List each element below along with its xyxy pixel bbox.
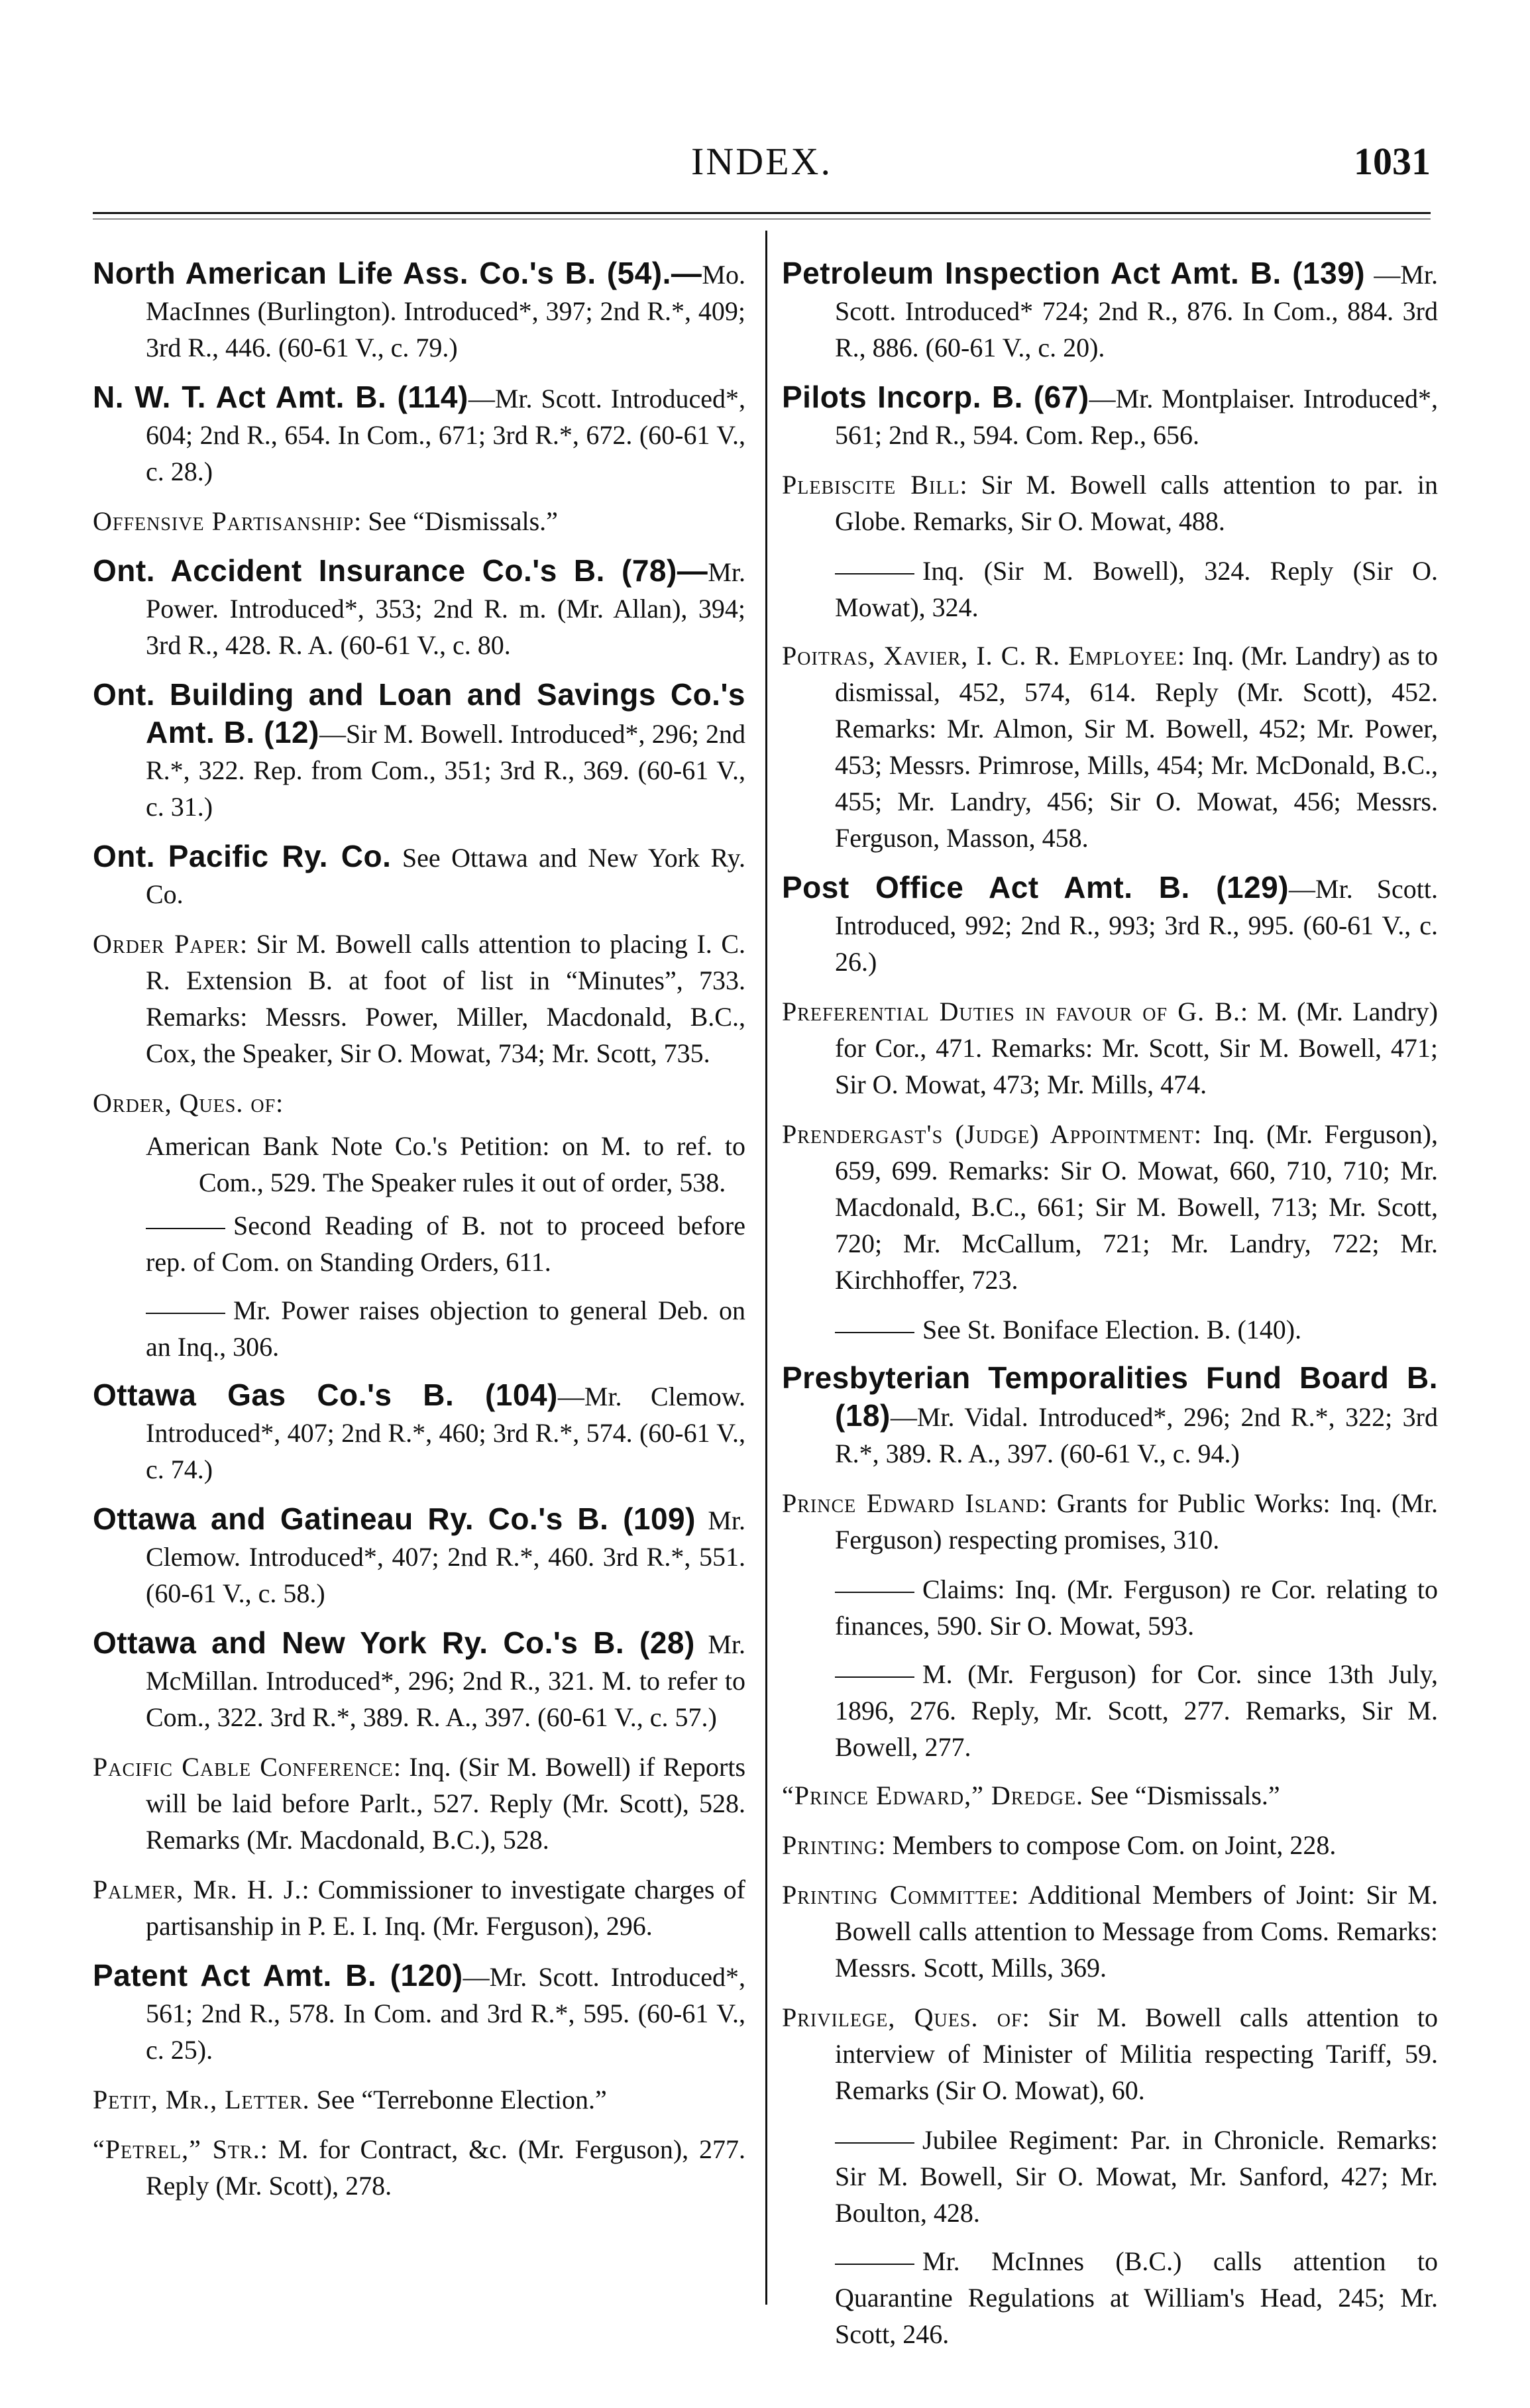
entry-heading: “Petrel,” Str.: [93, 2134, 260, 2164]
entry-text: Inq. (Sir M. Bowell), 324. Reply (Sir O. Mowat), 324.: [835, 556, 1438, 622]
index-entry: [782, 1877, 1438, 1986]
entry-text: See Ottawa and New York Ry. Co.: [146, 843, 745, 909]
index-entry: [93, 1625, 745, 1735]
index-entry: [93, 503, 745, 539]
index-entry: [782, 869, 1438, 980]
entry-heading: Petit, Mr., Letter.: [93, 2085, 310, 2114]
entry-heading: Printing Committee: [782, 1880, 1012, 1910]
entry-text: :: [276, 1088, 284, 1118]
index-entry: [93, 255, 745, 366]
left-column: [93, 255, 745, 2217]
entry-heading: Ottawa and New York Ry. Co.'s B. (28): [93, 1625, 695, 1660]
index-subentry: [93, 1207, 745, 1280]
index-entry: [93, 1377, 745, 1488]
index-entry: [782, 637, 1438, 856]
entry-text: See “Terrebonne Election.”: [309, 2085, 607, 2114]
index-entry: [93, 1749, 745, 1858]
index-entry: [93, 2131, 745, 2204]
entry-text: : Members to compose Com. on Joint, 228.: [878, 1830, 1337, 1860]
entry-text: See St. Boniface Election. B. (140).: [922, 1315, 1302, 1344]
entry-text: See “Dismissals.”: [1083, 1780, 1280, 1810]
index-entry: [782, 1999, 1438, 2108]
page-title: INDEX.: [691, 140, 832, 183]
entry-text: —Mr. Scott. Introduced, 992; 2nd R., 993; 3rd R., 995. (60-61 V., c. 26.): [835, 874, 1439, 977]
index-entry: [93, 677, 745, 825]
entry-heading: Palmer, Mr. H. J.: [93, 1875, 302, 1904]
entry-heading: Order, Ques. of: [93, 1088, 276, 1118]
index-entry: [93, 379, 745, 490]
entry-text: Mr. McMillan. Introduced*, 296; 2nd R., 321. M. to refer to Com., 322. 3rd R.*, 389. R. A., 397. (60-61 V., c. 57.): [146, 1629, 745, 1732]
index-entry: [782, 1116, 1438, 1298]
dash-rule: [146, 1313, 225, 1314]
index-entry: [93, 553, 745, 663]
index-entry: [93, 1085, 745, 1121]
entry-text: : See “Dismissals.”: [354, 506, 558, 536]
index-subentry: [782, 1311, 1438, 1348]
entry-text: : Inq. (Sir M. Bowell) if Reports will be laid before Parlt., 527. Reply (Mr. Scott), 528. Remarks (Mr. Macdonald, B.C.), 528.: [146, 1752, 746, 1855]
header-rule: [93, 212, 1431, 214]
index-entry: [782, 993, 1438, 1103]
entry-text: —Mr. Scott. Introduced*, 604; 2nd R., 654. In Com., 671; 3rd R.*, 672. (60-61 V., c. 28.): [146, 384, 745, 486]
index-entry: [782, 255, 1438, 366]
index-subentry: [782, 2122, 1438, 2231]
entry-text: Second Reading of B. not to proceed before rep. of Com. on Standing Orders, 611.: [146, 1211, 745, 1277]
index-entry: [782, 1777, 1438, 1814]
entry-heading: Offensive Partisanship: [93, 506, 355, 536]
index-entry: [782, 466, 1438, 539]
entry-text: Claims: Inq. (Mr. Ferguson) re Cor. relating to finances, 590. Sir O. Mowat, 593.: [835, 1574, 1438, 1641]
index-entry: [782, 1360, 1438, 1472]
entry-text: —Sir M. Bowell. Introduced*, 296; 2nd R.*, 322. Rep. from Com., 351; 3rd R., 369. (60-61 V., c. 31.): [146, 719, 745, 822]
right-column: [782, 255, 1438, 2364]
dash-rule: [835, 2264, 914, 2265]
index-entry: [93, 1957, 745, 2068]
index-entry: [93, 2081, 745, 2118]
column-divider: [765, 231, 767, 2305]
entry-heading: Patent Act Amt. B. (120): [93, 1958, 463, 1993]
entry-text: : Inq. (Mr. Ferguson), 659, 699. Remarks: Sir O. Mowat, 660, 710, 710; Mr. Macdonald, B.C., 661; Sir M. Bowell, 713; Mr. Scott, 720; Mr. McCallum, 721; Mr. Landry, 722; Mr. Kirchhoffer, 723.: [835, 1119, 1439, 1295]
entry-heading: Ont. Accident Insurance Co.'s B. (78)—: [93, 553, 708, 588]
entry-text: M. (Mr. Ferguson) for Cor. since 13th July, 1896, 276. Reply, Mr. Scott, 277. Remarks, Sir M. Bowell, 277.: [835, 1659, 1438, 1762]
entry-heading: Poitras, Xavier, I. C. R. Employee: [782, 641, 1177, 671]
entry-text: : Additional Members of Joint: Sir M. Bowell calls attention to Message from Coms. Remarks: Messrs. Scott, Mills, 369.: [835, 1880, 1438, 1983]
entry-text: : M. (Mr. Landry) for Cor., 471. Remarks: Mr. Scott, Sir M. Bowell, 471; Sir O. Mowat, 473; Mr. Mills, 474.: [835, 997, 1438, 1099]
entry-heading: Presbyterian Temporalities Fund Board B. (18): [782, 1360, 1438, 1433]
entry-text: Mr. Power. Introduced*, 353; 2nd R. m. (Mr. Allan), 394; 3rd R., 428. R. A. (60-61 V., c. 80.: [146, 557, 745, 660]
dash-rule: [835, 573, 914, 575]
page-number: 1031: [1354, 140, 1431, 183]
entry-heading: N. W. T. Act Amt. B. (114): [93, 380, 468, 414]
entry-text: Mr. Power raises objection to general Deb. on an Inq., 306.: [146, 1295, 745, 1362]
entry-heading: Ottawa and Gatineau Ry. Co.'s B. (109): [93, 1502, 696, 1536]
entry-heading: Pilots Incorp. B. (67): [782, 380, 1089, 414]
entry-heading: Ont. Pacific Ry. Co.: [93, 839, 392, 873]
index-subentry: [93, 1292, 745, 1365]
index-entry: [782, 1827, 1438, 1863]
entry-heading: “Prince Edward,” Dredge.: [782, 1780, 1084, 1810]
entry-heading: Post Office Act Amt. B. (129): [782, 870, 1289, 904]
entry-text: Mo. MacInnes (Burlington). Introduced*, 397; 2nd R.*, 409; 3rd R., 446. (60-61 V., c. 79.): [146, 260, 745, 362]
index-entry: [93, 838, 745, 912]
index-subentry: [782, 1656, 1438, 1765]
index-subentry: [782, 1571, 1438, 1644]
entry-text: —Mr. Scott. Introduced* 724; 2nd R., 876. In Com., 884. 3rd R., 886. (60-61 V., c. 20).: [835, 260, 1438, 362]
index-subentry: [782, 2243, 1438, 2352]
dash-rule: [835, 1332, 914, 1333]
entry-heading: Privilege, Ques. of: [782, 2002, 1022, 2032]
entry-text: : Inq. (Mr. Landry) as to dismissal, 452, 574, 614. Reply (Mr. Scott), 452. Remarks: Mr. Almon, Sir M. Bowell, 452; Mr. Power, 453; Messrs. Primrose, Mills, 454; Mr. McDonald, B.C., 455; Mr. Landry, 456; Sir O. Mowat, 456; Messrs. Ferguson, Masson, 458.: [835, 641, 1438, 853]
entry-text: Mr. McInnes (B.C.) calls attention to Quarantine Regulations at William's Head, 245; Mr. Scott, 246.: [835, 2246, 1438, 2349]
entry-heading: Petroleum Inspection Act Amt. B. (139): [782, 256, 1366, 290]
index-entry: [93, 1501, 745, 1612]
entry-text: Mr. Clemow. Introduced*, 407; 2nd R.*, 460. 3rd R.*, 551. (60-61 V., c. 58.): [146, 1505, 746, 1608]
entry-heading: Prendergast's (Judge) Appointment: [782, 1119, 1194, 1149]
entry-text: : Sir M. Bowell calls attention to interview of Minister of Militia respecting Tariff, 59. Remarks (Sir O. Mowat), 60.: [835, 2002, 1438, 2105]
index-subentry: American Bank Note Co.'s Petition: on M. to ref. to Com., 529. The Speaker rules it out of order, 538.: [146, 1131, 745, 1197]
entry-text: : Commissioner to investigate charges of partisanship in P. E. I. Inq. (Mr. Ferguson), 296.: [146, 1875, 746, 1941]
entry-text: —Mr. Montplaiser. Introduced*, 561; 2nd R., 594. Com. Rep., 656.: [835, 384, 1438, 450]
index-subentry: [782, 553, 1438, 626]
entry-heading: Ont. Building and Loan and Savings Co.'s Amt. B. (12): [93, 677, 745, 749]
entry-heading: Printing: [782, 1830, 879, 1860]
entry-text: —Mr. Scott. Introduced*, 561; 2nd R., 578. In Com. and 3rd R.*, 595. (60-61 V., c. 25).: [146, 1962, 745, 2065]
entry-heading: Pacific Cable Conference: [93, 1752, 394, 1782]
index-entry: [93, 926, 745, 1071]
dash-rule: [835, 2142, 914, 2144]
entry-heading: Prince Edward Island: [782, 1488, 1040, 1518]
entry-heading: Ottawa Gas Co.'s B. (104): [93, 1378, 558, 1412]
entry-heading: Order Paper: [93, 929, 240, 959]
entry-heading: Preferential Duties in favour of G. B.: [782, 997, 1240, 1026]
entry-text: : Grants for Public Works: Inq. (Mr. Ferguson) respecting promises, 310.: [835, 1488, 1438, 1555]
entry-text: : Sir M. Bowell calls attention to placing I. C. R. Extension B. at foot of list in “Minutes”, 733. Remarks: Messrs. Power, Miller, Macdonald, B.C., Cox, the Speaker, Sir O. Mowat, 734; Mr. Scott, 735.: [146, 929, 746, 1068]
page-header: [93, 133, 1431, 192]
entry-heading: Plebiscite Bill: [782, 470, 960, 500]
entry-text: : M. for Contract, &c. (Mr. Ferguson), 277. Reply (Mr. Scott), 278.: [146, 2134, 746, 2201]
entry-text: Jubilee Regiment: Par. in Chronicle. Remarks: Sir M. Bowell, Sir O. Mowat, Mr. Sanford, 427; Mr. Boulton, 428.: [835, 2125, 1438, 2228]
dash-rule: [146, 1228, 225, 1229]
dash-rule: [835, 1592, 914, 1593]
dash-rule: [835, 1676, 914, 1678]
entry-text: : Sir M. Bowell calls attention to par. in Globe. Remarks, Sir O. Mowat, 488.: [835, 470, 1438, 536]
index-entry: [93, 1871, 745, 1944]
index-entry: [782, 1485, 1438, 1558]
entry-text: —Mr. Vidal. Introduced*, 296; 2nd R.*, 322; 3rd R.*, 389. R. A., 397. (60-61 V., c. 94.): [835, 1402, 1438, 1468]
entry-heading: North American Life Ass. Co.'s B. (54).—: [93, 256, 702, 290]
index-entry: [782, 379, 1438, 453]
entry-text: —Mr. Clemow. Introduced*, 407; 2nd R.*, 460; 3rd R.*, 574. (60-61 V., c. 74.): [146, 1382, 745, 1484]
